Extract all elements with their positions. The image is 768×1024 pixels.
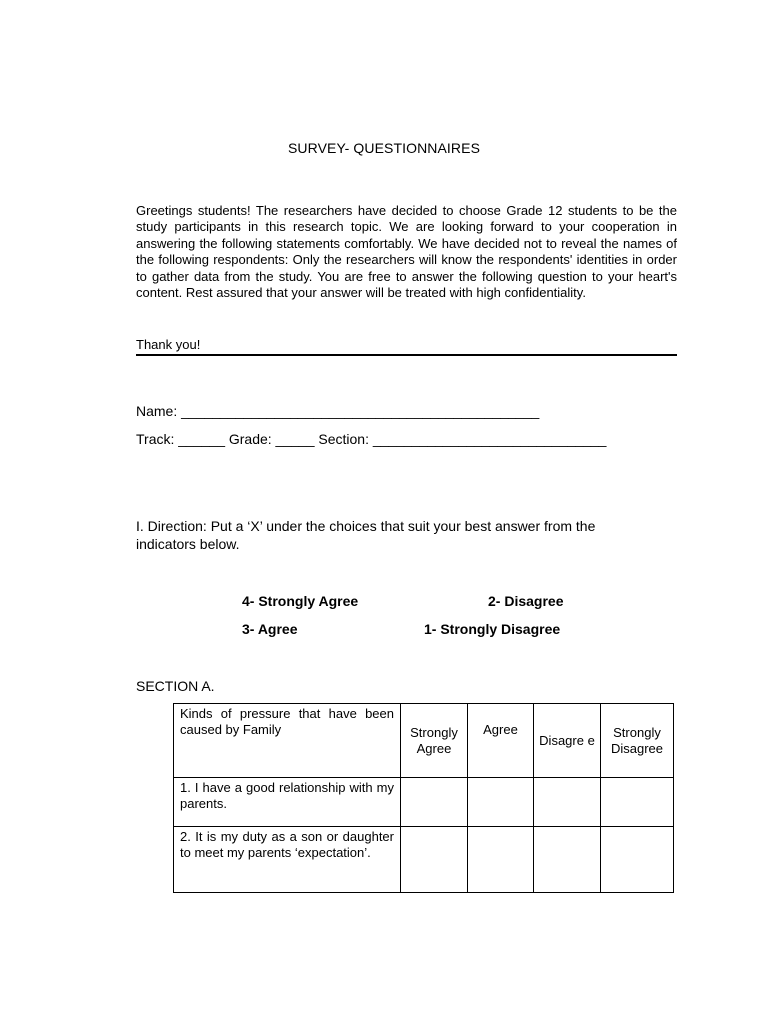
header-strongly-disagree: Strongly Disagree xyxy=(601,704,674,778)
header-agree: Agree xyxy=(468,704,534,778)
section-a-table xyxy=(173,703,674,893)
legend-disagree: 2- Disagree xyxy=(488,593,564,609)
answer-cell-strongly-disagree[interactable] xyxy=(601,778,674,827)
answer-cell-strongly-agree[interactable] xyxy=(401,827,468,893)
statement-cell: 2. It is my duty as a son or daughter to meet my parents ‘expectation’. xyxy=(174,827,401,893)
track-grade-section-field[interactable]: Track: ______ Grade: _____ Section: ______________________________ xyxy=(136,431,607,447)
answer-cell-agree[interactable] xyxy=(468,778,534,827)
document-title: SURVEY- QUESTIONNAIRES xyxy=(287,140,481,156)
header-strongly-agree: Strongly Agree xyxy=(401,704,468,778)
table-row xyxy=(174,827,674,893)
intro-paragraph: Greetings students! The researchers have decided to choose Grade 12 students to be the study participants in this research topic. We are looking forward to your cooperation in answering the following statements comfortably. We have decided not to reveal the names of the following respondents: Only the researchers will know the respondents' identities in order to gather data from the study. You are free to answer the following question to your heart's content. Rest assured that your answer will be treated with high confidentiality. xyxy=(136,203,677,301)
table-header-row xyxy=(174,704,674,778)
statement-cell: 1. I have a good relationship with my parents. xyxy=(174,778,401,827)
answer-cell-disagree[interactable] xyxy=(534,827,601,893)
answer-cell-strongly-agree[interactable] xyxy=(401,778,468,827)
legend-strongly-disagree: 1- Strongly Disagree xyxy=(424,621,561,637)
legend-strongly-agree: 4- Strongly Agree xyxy=(242,593,359,609)
thank-you-line: Thank you! xyxy=(136,337,677,356)
answer-cell-disagree[interactable] xyxy=(534,778,601,827)
table-row xyxy=(174,778,674,827)
name-field[interactable]: Name: ______________________________________________ xyxy=(136,403,540,419)
section-a-title: SECTION A. xyxy=(136,678,215,694)
answer-cell-strongly-disagree[interactable] xyxy=(601,827,674,893)
header-disagree: Disagre e xyxy=(534,704,601,778)
answer-cell-agree[interactable] xyxy=(468,827,534,893)
header-question: Kinds of pressure that have been caused by Family xyxy=(174,704,401,778)
direction-text: I. Direction: Put a ‘X’ under the choices that suit your best answer from the indicators below. xyxy=(136,518,596,552)
legend-agree: 3- Agree xyxy=(242,621,298,637)
